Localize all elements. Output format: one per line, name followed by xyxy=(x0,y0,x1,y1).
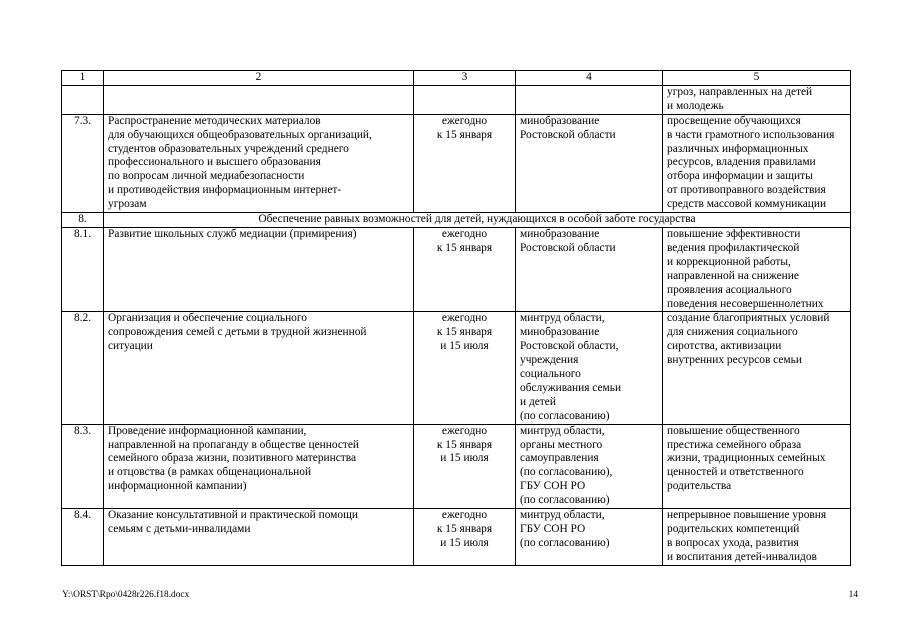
cell-line: ценностей и ответственного xyxy=(667,466,804,479)
cell-line: к 15 января xyxy=(436,326,493,339)
column-header-4: 4 xyxy=(516,71,663,86)
cell-line: (по согласованию), xyxy=(520,466,613,479)
cell-line: направленной на снижение xyxy=(667,269,799,282)
cell-line: и 15 июля xyxy=(440,340,489,353)
cell-line: Оказание консультативной и практической помощи xyxy=(108,509,358,522)
cell-line: родительства xyxy=(667,480,732,493)
row-number: 8.1. xyxy=(62,227,104,311)
plan-table xyxy=(61,70,851,566)
cell-line: направленной на пропаганду в обществе ценностей xyxy=(108,438,360,451)
column-header-2: 2 xyxy=(104,71,414,86)
cell-line: престижа семейного образа xyxy=(667,438,802,451)
cell-line: ежегодно xyxy=(441,424,488,437)
column-number-row xyxy=(62,71,851,86)
result-cell xyxy=(663,227,851,311)
executor-cell xyxy=(516,424,663,508)
cell-line: различных информационных xyxy=(667,142,809,155)
cell-line: отбора информации и защиты xyxy=(667,170,813,183)
cell-line: создание благоприятных условий xyxy=(667,312,830,325)
cell-line: минтруд области, xyxy=(520,509,605,522)
result-cell xyxy=(663,424,851,508)
cell-line: от противоправного воздействия xyxy=(667,184,826,197)
cell-line: сопровождения семей с детьми в трудной жизненной xyxy=(108,326,367,339)
result-cell xyxy=(663,85,851,114)
cell-line: Ростовской области xyxy=(520,128,616,141)
cell-line: ведения профилактической xyxy=(667,241,800,254)
row-number: 8. xyxy=(62,213,104,228)
cell-line: повышение эффективности xyxy=(667,227,801,240)
cell-line: и коррекционной работы, xyxy=(667,255,791,268)
cell-line: (по согласованию) xyxy=(520,536,610,549)
empty-cell xyxy=(414,85,516,114)
cell-line: Распространение методических материалов xyxy=(108,114,321,127)
cell-line: для снижения социального xyxy=(667,326,798,339)
cell-line: (по согласованию) xyxy=(520,494,610,507)
file-path-footer: Y:\ORST\Rpo\0428r226.f18.docx xyxy=(62,590,190,600)
cell-line: органы местного xyxy=(520,438,603,451)
cell-line: к 15 января xyxy=(436,241,493,254)
cell-line: средств массовой коммуникации xyxy=(667,198,827,211)
cell-line: проявления асоциального xyxy=(667,283,792,296)
cell-line: для обучающихся общеобразовательных организаций, xyxy=(108,128,372,141)
cell-line: ежегодно xyxy=(441,509,488,522)
cell-line: семьям с детьми-инвалидами xyxy=(108,523,251,535)
term-cell xyxy=(414,227,516,311)
continuation-row xyxy=(62,85,851,114)
cell-line: учреждения xyxy=(520,354,579,367)
cell-line: и отцовства (в рамках общенациональной xyxy=(108,466,312,479)
row-number: 7.3. xyxy=(62,114,104,212)
cell-line: ежегодно xyxy=(441,227,488,240)
cell-line: и воспитания детей-инвалидов xyxy=(667,550,817,563)
cell-line: ГБУ СОН РО xyxy=(520,480,586,493)
cell-line: просвещение обучающихся xyxy=(667,114,801,127)
result-cell xyxy=(663,114,851,212)
cell-line: самоуправления xyxy=(520,452,599,465)
cell-line: минобразование xyxy=(520,227,600,240)
cell-line: студентов образовательных учреждений среднего xyxy=(108,142,349,155)
cell-line: социального xyxy=(520,368,581,381)
cell-line: Организация и обеспечение социального xyxy=(108,312,307,325)
cell-line: семейного образа жизни, позитивного материнства xyxy=(108,452,357,465)
term-cell xyxy=(414,312,516,424)
term-cell xyxy=(414,509,516,566)
executor-cell xyxy=(516,114,663,212)
activity-cell xyxy=(104,114,414,212)
table-row xyxy=(62,424,851,508)
cell-line: и 15 июля xyxy=(440,452,489,465)
cell-line: поведения несовершеннолетних xyxy=(667,297,824,310)
activity-cell xyxy=(104,312,414,424)
cell-line: к 15 января xyxy=(436,128,493,141)
column-header-3: 3 xyxy=(414,71,516,86)
cell-line: Ростовской области xyxy=(520,241,616,254)
cell-line: минтруд области, xyxy=(520,312,605,325)
cell-line: обслуживания семьи xyxy=(520,381,622,394)
cell-line: минтруд области, xyxy=(520,424,605,437)
row-number: 8.4. xyxy=(62,509,104,566)
cell-line: в вопросах ухода, развития xyxy=(667,536,799,549)
cell-line: угроз, направленных на детей xyxy=(667,85,813,98)
executor-cell xyxy=(516,509,663,566)
cell-line: сиротства, активизации xyxy=(667,340,782,353)
section-title: Обеспечение равных возможностей для детей, нуждающихся в особой заботе государства xyxy=(104,213,851,228)
table-row xyxy=(62,114,851,212)
cell-line: ежегодно xyxy=(441,114,488,127)
cell-line: к 15 января xyxy=(436,523,493,535)
result-cell xyxy=(663,509,851,566)
row-number: 8.2. xyxy=(62,312,104,424)
empty-cell xyxy=(104,85,414,114)
cell-line: внутренних ресурсов семьи xyxy=(667,354,802,367)
section-row xyxy=(62,213,851,228)
cell-line: непрерывное повышение уровня xyxy=(667,509,827,522)
cell-line: по вопросам личной медиабезопасности xyxy=(108,170,305,183)
cell-line: и противодействия информационным интернет- xyxy=(108,184,342,197)
cell-line: и молодежь xyxy=(667,99,724,112)
column-header-5: 5 xyxy=(663,71,851,86)
cell-line: повышение общественного xyxy=(667,424,800,437)
term-cell xyxy=(414,424,516,508)
cell-line: профессионального и высшего образования xyxy=(108,156,321,169)
activity-cell xyxy=(104,509,414,566)
cell-line: и детей xyxy=(520,395,556,408)
empty-cell xyxy=(516,85,663,114)
cell-line: Проведение информационной кампании, xyxy=(108,424,307,437)
cell-line: жизни, традиционных семейных xyxy=(667,452,826,465)
result-cell xyxy=(663,312,851,424)
page-number: 14 xyxy=(848,590,858,600)
column-header-1: 1 xyxy=(62,71,104,86)
activity-cell xyxy=(104,424,414,508)
cell-line: родительских компетенций xyxy=(667,523,800,535)
cell-line: и 15 июля xyxy=(440,536,489,549)
cell-line: ресурсов, владения правилами xyxy=(667,156,816,169)
cell-line: Развитие школьных служб медиации (примирения) xyxy=(108,227,357,240)
cell-line: (по согласованию) xyxy=(520,409,610,422)
cell-line: ситуации xyxy=(108,340,153,353)
cell-line: минобразование xyxy=(520,326,600,339)
executor-cell xyxy=(516,227,663,311)
table-row xyxy=(62,509,851,566)
cell-line: к 15 января xyxy=(436,438,493,451)
cell-line: Ростовской области, xyxy=(520,340,619,353)
empty-cell xyxy=(62,85,104,114)
cell-line: угрозам xyxy=(108,198,147,211)
cell-line: в части грамотного использования xyxy=(667,128,835,141)
activity-cell xyxy=(104,227,414,311)
table-row xyxy=(62,312,851,424)
cell-line: минобразование xyxy=(520,114,600,127)
cell-line: ежегодно xyxy=(441,312,488,325)
cell-line: информационной кампании) xyxy=(108,480,247,493)
row-number: 8.3. xyxy=(62,424,104,508)
cell-line: ГБУ СОН РО xyxy=(520,523,586,535)
table-row xyxy=(62,227,851,311)
term-cell xyxy=(414,114,516,212)
executor-cell xyxy=(516,312,663,424)
